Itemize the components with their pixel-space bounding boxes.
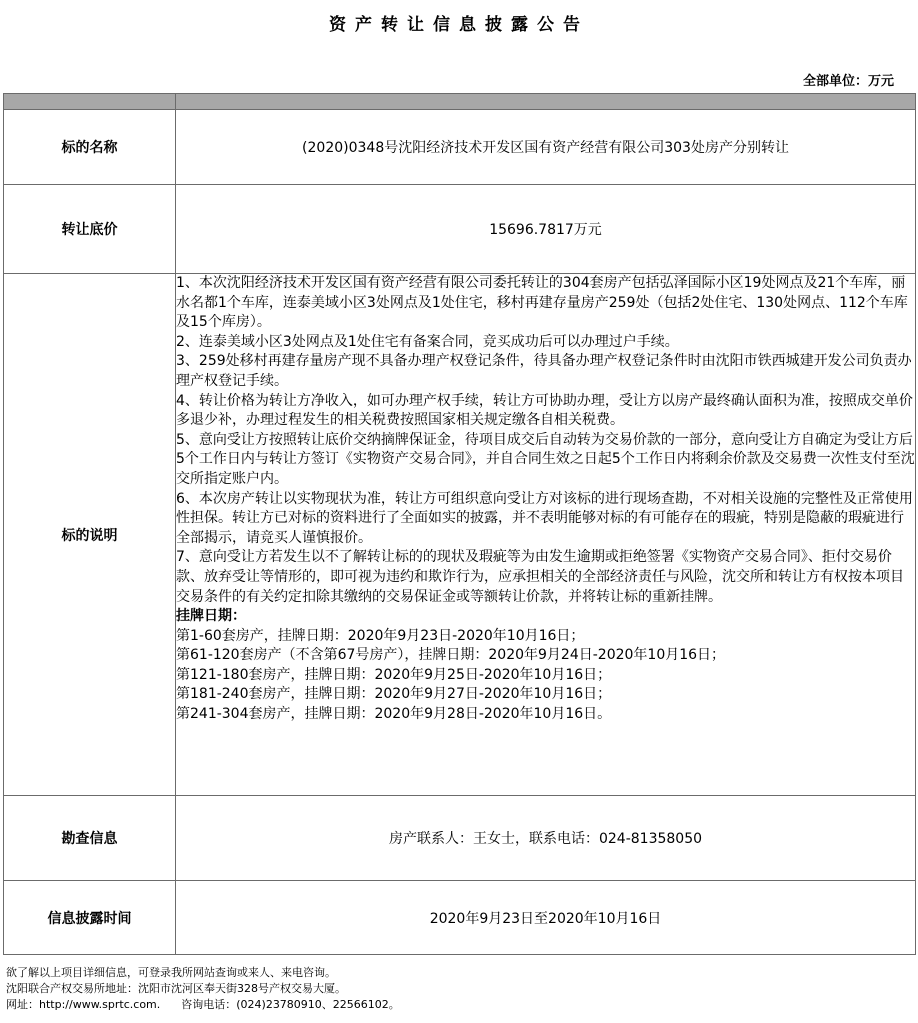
- listing-date-item: 第1-60套房产，挂牌日期：2020年9月23日-2020年10月16日；: [176, 627, 585, 644]
- listing-date-item: 第241-304套房产，挂牌日期：2020年9月28日-2020年10月16日。: [176, 706, 612, 723]
- footer-consult-note: 欲了解以上项目详细信息，可登录我所网站查询或来人、来电咨询。: [6, 966, 336, 979]
- footer-website-phone: 网址：http://www.sprtc.com. 咨询电话：(024)23780910、22566102。: [6, 998, 400, 1011]
- survey-info-label: 勘查信息: [4, 796, 176, 881]
- footer-address: 沈阳联合产权交易所地址：沈阳市沈河区奉天街328号产权交易大厦。: [6, 982, 346, 995]
- listing-date-item: 第61-120套房产（不含第67号房产），挂牌日期：2020年9月24日-2020年10月16日；: [176, 647, 726, 664]
- description-paragraph: 3、259处移村再建存量房产现不具备办理产权登记条件，待具备办理产权登记条件时由沈阳市铁西城建开发公司负责办理产权登记手续。: [176, 353, 912, 389]
- listing-date-item: 第181-240套房产，挂牌日期：2020年9月27日-2020年10月16日；: [176, 686, 612, 703]
- description-paragraph: 2、连泰美域小区3处网点及1处住宅有备案合同，竞买成功后可以办理过户手续。: [176, 333, 679, 350]
- row-survey-info: [4, 796, 916, 881]
- header-cell-right: [176, 94, 916, 110]
- unit-label: 全部单位：万元: [802, 74, 894, 89]
- description-paragraph: 7、意向受让方若发生以不了解转让标的的现状及瑕疵等为由发生逾期或拒绝签署《实物资产交易合同》、拒付交易价款、放弃受让等情形的，即可视为违约和欺诈行为，应承担相关的全部经济责任与风险，沈交所和转让方有权按本项目交易条件的有关约定扣除其缴纳的交易保证金或等额转让价款，并将转让标的重新挂牌。: [176, 549, 904, 605]
- row-reserve-price: [4, 185, 916, 274]
- disclosure-time-label: 信息披露时间: [4, 881, 176, 955]
- reserve-price-label: 转让底价: [4, 185, 176, 274]
- listing-date-item: 第121-180套房产，挂牌日期：2020年9月25日-2020年10月16日；: [176, 666, 612, 683]
- survey-info-value: 房产联系人：王女士，联系电话：024-81358050: [176, 796, 916, 881]
- description-paragraph: 4、转让价格为转让方净收入，如可办理产权手续，转让方可协助办理，受让方以房产最终确认面积为准，按照成交单价多退少补，办理过程发生的相关税费按照国家相关规定缴各自相关税费。: [176, 392, 913, 429]
- description-paragraph: 5、意向受让方按照转让底价交纳摘牌保证金，待项目成交后自动转为交易价款的一部分，意向受让方自确定为受让方后5个工作日内与转让方签订《实物资产交易合同》，并自合同生效之日起5个工作日内将剩余价款及交易费一次性支付至沈交所指定账户内。: [176, 431, 915, 487]
- description-paragraph: 1、本次沈阳经济技术开发区国有资产经营有限公司委托转让的304套房产包括弘泽国际小区19处网点及21个车库，丽水名都1个车库，连泰美域小区3处网点及1处住宅，移村再建存量房产259处（包括2处住宅、130处网点、112个车库及15个库房）。: [176, 275, 908, 331]
- footer-info: [6, 965, 400, 1013]
- disclosure-time-value: 2020年9月23日至2020年10月16日: [176, 881, 916, 955]
- subject-name-label: 标的名称: [4, 110, 176, 185]
- disclosure-table: [3, 93, 916, 955]
- subject-description-content: [176, 274, 916, 796]
- row-subject-description: [4, 274, 916, 796]
- description-paragraph: 6、本次房产转让以实物现状为准，转让方可组织意向受让方对该标的进行现场查勘，不对相关设施的完整性及正常使用性担保。转让方已对标的资料进行了全面如实的披露，并不表明能够对标的有可能存在的瑕疵，特别是隐蔽的瑕疵进行全部揭示，请竞买人谨慎报价。: [176, 490, 913, 546]
- listing-date-heading: 挂牌日期：: [176, 608, 246, 625]
- header-cell-left: [4, 94, 176, 110]
- row-disclosure-time: [4, 881, 916, 955]
- subject-name-value: (2020)0348号沈阳经济技术开发区国有资产经营有限公司303处房产分别转让: [176, 110, 916, 185]
- page-title: 资产转让信息披露公告: [329, 15, 589, 35]
- table-header-row: [4, 94, 916, 110]
- subject-description-label: 标的说明: [4, 274, 176, 796]
- row-subject-name: [4, 110, 916, 185]
- reserve-price-value: 15696.7817万元: [176, 185, 916, 274]
